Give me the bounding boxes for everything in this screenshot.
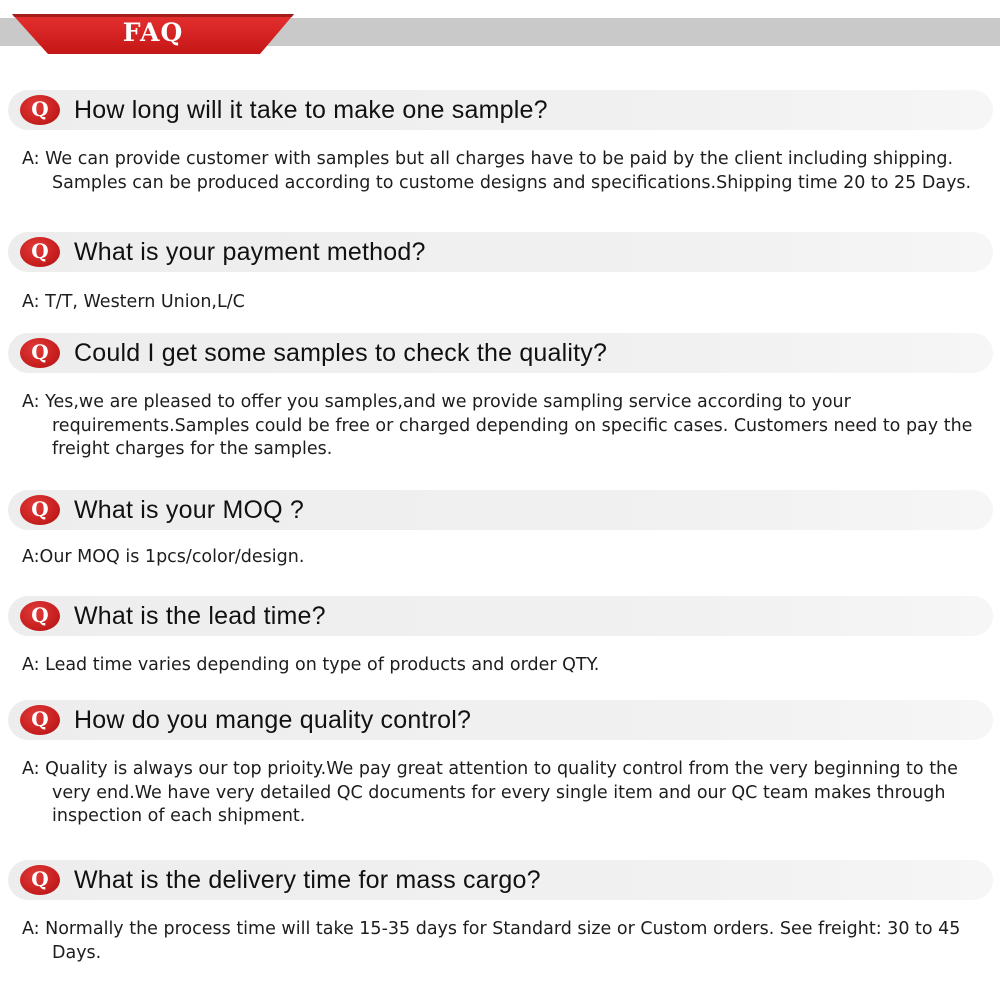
- q-badge-icon: Q: [20, 705, 60, 735]
- faq-question: What is your payment method?: [74, 238, 426, 266]
- faq-question: What is your MOQ ?: [74, 496, 305, 524]
- faq-question-bar[interactable]: [8, 333, 993, 373]
- faq-answer: A: Lead time varies depending on type of products and order QTY.: [22, 655, 600, 675]
- faq-answer: A: Yes,we are pleased to offer you samples,and we provide sampling service according to your requirements.Samples could be free or charged depending on specific cases. Customers need to pay the freight charges for the samples.: [22, 392, 973, 459]
- faq-question: How long will it take to make one sample?: [74, 96, 548, 124]
- q-badge-icon: Q: [20, 495, 60, 525]
- faq-answer: A: T/T, Western Union,L/C: [22, 292, 245, 312]
- faq-question-bar[interactable]: [8, 700, 993, 740]
- faq-question-bar[interactable]: [8, 860, 993, 900]
- faq-question: How do you mange quality control?: [74, 706, 472, 734]
- faq-question: What is the delivery time for mass cargo?: [74, 866, 541, 894]
- q-badge-icon: Q: [20, 237, 60, 267]
- faq-question-bar[interactable]: [8, 90, 993, 130]
- q-badge-icon: Q: [20, 338, 60, 368]
- q-badge-icon: Q: [20, 601, 60, 631]
- faq-answer: A: Quality is always our top prioity.We pay great attention to quality control from the very beginning to the very end.We have very detailed QC documents for every single item and our QC team makes through inspection of each shipment.: [22, 759, 958, 826]
- faq-question: Could I get some samples to check the quality?: [74, 339, 608, 367]
- faq-answer: A: We can provide customer with samples but all charges have to be paid by the client including shipping. Samples can be produced according to custome designs and specifications.Shipping time 20 to 25 Days.: [22, 149, 972, 193]
- faq-question-bar[interactable]: [8, 596, 993, 636]
- faq-question-bar[interactable]: [8, 232, 993, 272]
- faq-title: FAQ: [122, 18, 184, 47]
- q-badge-icon: Q: [20, 95, 60, 125]
- faq-question: What is the lead time?: [74, 602, 326, 630]
- faq-tab: [12, 14, 294, 56]
- faq-answer: A: Normally the process time will take 15-35 days for Standard size or Custom orders. See freight: 30 to 45 Days.: [22, 919, 961, 963]
- faq-question-bar[interactable]: [8, 490, 993, 530]
- q-badge-icon: Q: [20, 865, 60, 895]
- faq-answer: A:Our MOQ is 1pcs/color/design.: [22, 547, 305, 567]
